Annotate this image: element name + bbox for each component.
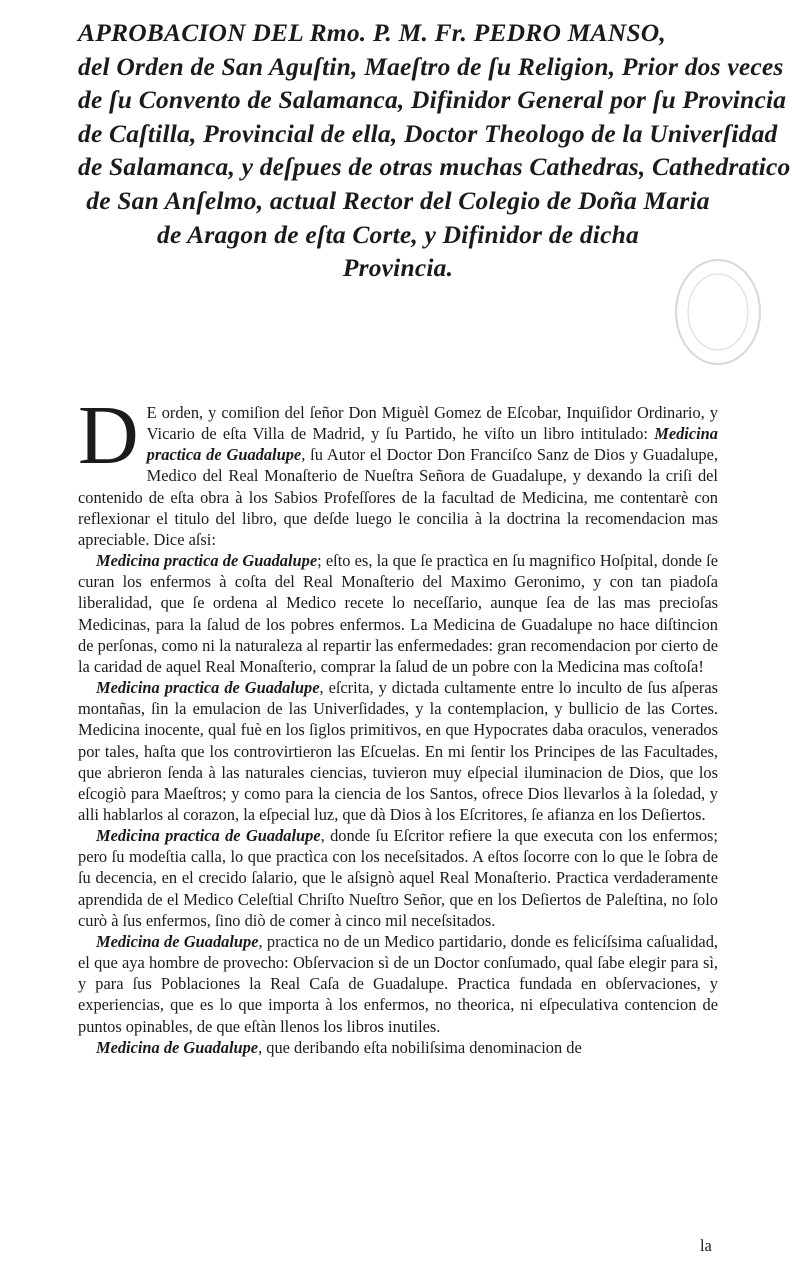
paragraph-text: , practica no de un Medico partidario, donde es felicíſsima caſualidad, el que aya hombre de provecho: Obſervacion sì de un Doctor conſumado, qual ſabe elegir para sì, y para ſus Poblaciones la Real Caſa de Guadalupe. Practica fundada en obſervaciones, y experiencias, que es lo que importa à los enfermos, no theorica, ni eſpeculativa contencion de puntos opinables, de que eſtàn llenos los libros inutiles.: [78, 931, 718, 1036]
heading-line: del Orden de San Aguſtin, Maeſtro de ſu Religion, Prior dos veces: [78, 51, 784, 81]
library-stamp-icon: [598, 246, 768, 386]
heading-line: de San Anſelmo, actual Rector del Colegio de Doña Maria: [86, 185, 710, 215]
paragraph-text: ; eſto es, la que ſe practìca en ſu magnifico Hoſpital, donde ſe curan los enfermos à coſta del Real Monaſterio del Maximo Geronimo, y con tan piadoſa liberalidad, que ſe ordena al Medico recete lo neceſſario, aunque ſea de las mas precioſas Medicinas, para la ſalud de los pobres enfermos. La Medicina de Guadalupe no hace diſtincion de perſonas, como ni la naturaleza al repartir las enfermedades: gran recomendacion por cierto de la caridad de aquel Real Monaſterio, comprar la ſalud de un pobre con la Medicina mas coſtoſa!: [78, 551, 718, 676]
heading-line: de ſu Convento de Salamanca, Difinidor General por ſu Provincia: [78, 85, 787, 115]
paragraph: [78, 931, 718, 1037]
drop-cap: D: [78, 389, 139, 482]
approbation-heading: [78, 16, 791, 285]
book-title: Medicina practica de Guadalupe: [96, 551, 318, 571]
heading-line: de Caſtilla, Provincial de ella, Doctor Theologo de la Univerſidad: [78, 118, 778, 148]
catchword: la: [700, 1236, 712, 1255]
paragraph: [78, 1037, 718, 1058]
paragraph-text: , ſu Autor el Doctor Don Franciſco Sanz de Dios y Guadalupe, Medico del Real Monaſterio de Nueſtra Señora de Guadalupe, y dexando la criſi del contenido de eſta obra à los Sabios Profeſſores de la facultad de Medicina, me contentarè con reflexionar el titulo del libro, que deſde luego le concilia à la doctrina la recomendacion mas apreciable. Dice aſsi:: [78, 445, 718, 549]
paragraph: [78, 550, 718, 677]
book-title: Medicina practica de Guadalupe: [96, 678, 320, 698]
book-title: Medicina de Guadalupe: [96, 931, 259, 951]
approbation-body: [78, 389, 718, 1058]
paragraph: [78, 389, 718, 550]
paragraph: [78, 677, 718, 825]
paragraph-text: , donde ſu Eſcritor refiere la que executa con los enfermos; pero ſu modeſtia calla, lo que practìca con los neceſsitados. A eſtos ſocorre con lo que le ſobra de ſu decencia, en el crecido ſalario, que le aſsignò aquel Real Monaſterio. Practica verdaderamente aprendida de el Medico Celeſtial Chriſto Nueſtro Señor, que en los Deſiertos de Paleſtina, no ſolo curò à ſus enfermos, ſino diò de comer à cinco mil neceſsitados.: [78, 826, 718, 930]
book-title: Medicina de Guadalupe: [96, 1037, 259, 1057]
heading-line: de Salamanca, y deſpues de otras muchas Cathedras, Cathedratico: [78, 152, 791, 182]
book-title: Medicina practica de Guadalupe: [96, 826, 321, 846]
paragraph-text: , que deribando eſta nobiliſsima denominacion de: [258, 1037, 582, 1057]
heading-line: Provincia.: [342, 253, 454, 283]
book-title: Medicina practica de Guadalupe: [146, 424, 718, 465]
paragraph-text: , eſcrita, y dictada cultamente entre lo inculto de ſus aſperas montañas, ſin la emulacion de las Univerſidades, y la contemplacion, y bullicio de las Cortes. Medicina inocente, qual fuè en los ſiglos primitivos, en que Hypocrates daba oraculos, venerados por tales, haſta que los controvirtieron las Eſcuelas. En mi ſentir los Principes de las Facultades, que abrieron ſenda à las naturales ciencias, tuvieron muy eſpecial iluminacion de Dios, que los eſcogiò para Maeſtros; y como para la ciencia de los Santos, ofrece Dios llevarlos à la ſoledad, y alli hablarlos al corazon, la eſpecial luz, que dà Dios à los Eſcritores, ſe afianza en los Deſiertos.: [78, 678, 718, 824]
paragraph: [78, 825, 718, 931]
paragraph-text: E orden, y comiſion del ſeñor Don Miguèl Gomez de Eſcobar, Inquiſidor Ordinario, y Vicario de eſta Villa de Madrid, y ſu Partido, he viſto un libro intitulado:: [146, 403, 718, 444]
heading-line: de Aragon de eſta Corte, y Difinidor de dicha: [157, 219, 639, 249]
heading-line: APROBACION DEL Rmo. P. M. Fr. PEDRO MANSO,: [78, 18, 666, 47]
